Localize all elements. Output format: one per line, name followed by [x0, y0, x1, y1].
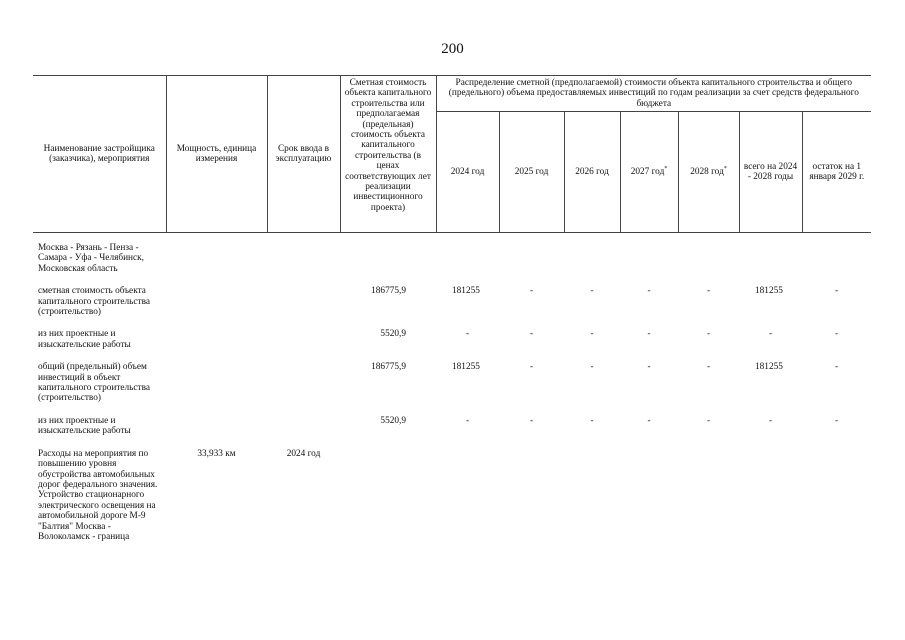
y2028-cell: - — [706, 329, 711, 340]
row-name: Расходы на мероприятия по повышению уровня обустройства автомобильных дорог федерального значения. Устройство стационарного электрического освещения на автомобильной дороге М-9 "Балтия" Москва - Волоколамск - граница — [38, 448, 158, 542]
y2027-cell: - — [647, 415, 651, 426]
y2024-cell: - — [465, 329, 470, 340]
table-row — [33, 405, 871, 438]
y2027-cell: - — [647, 362, 651, 373]
cost-cell: 186775,9 — [371, 286, 406, 297]
header-total: всего на 2024 - 2028 годы — [739, 112, 802, 233]
y2027-cell: - — [647, 286, 651, 297]
header-2027 — [620, 112, 678, 233]
row-name: сметная стоимость объекта капитального строительства (строительство) — [38, 286, 150, 318]
header-cost: Сметная стоимость объекта капитального строительства или предполагаемая (предельная) стоимость объекта капитального строительства (в ценах соответствующих лет реализации инвестиционного проекта) — [340, 76, 436, 233]
y2026-cell: - — [590, 286, 594, 297]
y2026-cell: - — [590, 329, 594, 340]
y2028-cell: - — [706, 415, 711, 426]
table-row — [33, 351, 871, 405]
table-row — [33, 275, 871, 318]
total-cell: - — [768, 415, 773, 426]
cost-cell: 5520,9 — [380, 415, 406, 426]
table-row — [33, 233, 871, 276]
remainder-cell: - — [834, 362, 839, 373]
route-name: Москва - Рязань - Пенза - Самара - Уфа - Челябинск, Московская область — [38, 243, 145, 274]
y2026-cell: - — [590, 415, 594, 426]
y2024-cell: 181255 — [452, 362, 480, 373]
y2024-cell: 181255 — [452, 286, 480, 297]
header-deadline: Срок ввода в эксплуатацию — [267, 76, 340, 233]
header-2027-label: 2027 год — [630, 166, 665, 177]
total-cell: 181255 — [755, 286, 783, 297]
y2028-cell: - — [706, 286, 711, 297]
cost-cell: 186775,9 — [371, 362, 406, 373]
investment-table — [33, 75, 871, 543]
y2027-cell: - — [647, 329, 651, 340]
table-row — [33, 318, 871, 351]
total-cell: 181255 — [755, 362, 783, 373]
header-name: Наименование застройщика (заказчика), мероприятия — [33, 76, 166, 233]
row-name: общий (предельный) объем инвестиций в объект капитального строительства (строительство) — [38, 362, 150, 404]
row-name: из них проектные и изыскательские работы — [38, 329, 131, 350]
header-2025: 2025 год — [499, 112, 564, 233]
deadline-cell: 2024 год — [286, 448, 321, 459]
remainder-cell: - — [834, 415, 839, 426]
total-cell: - — [768, 329, 773, 340]
y2024-cell: - — [465, 415, 470, 426]
capacity-cell: 33,933 км — [197, 448, 236, 459]
header-2026: 2026 год — [564, 112, 620, 233]
header-2024: 2024 год — [436, 112, 499, 233]
header-distribution: Распределение сметной (предполагаемой) стоимости объекта капитального строительства и общего (предельного) объема предоставляемых инвестиций по годам реализации за счет средств федерального бюджета — [436, 76, 871, 112]
cost-cell: 5520,9 — [380, 329, 406, 340]
y2025-cell: - — [529, 415, 534, 426]
y2025-cell: - — [529, 362, 534, 373]
page-number: 200 — [441, 41, 464, 57]
y2025-cell: - — [529, 329, 534, 340]
remainder-cell: - — [834, 286, 839, 297]
y2026-cell: - — [590, 362, 594, 373]
footnote-mark: * — [664, 165, 668, 172]
remainder-cell: - — [834, 329, 839, 340]
header-2028-label: 2028 год — [690, 166, 724, 177]
y2025-cell: - — [529, 286, 534, 297]
row-name: из них проектные и изыскательские работы — [38, 415, 131, 437]
table-row — [33, 438, 871, 544]
footnote-mark: * — [723, 165, 727, 172]
header-remainder: остаток на 1 января 2029 г. — [802, 112, 871, 233]
header-capacity: Мощность, единица измерения — [166, 76, 267, 233]
y2028-cell: - — [706, 362, 711, 373]
header-2028 — [678, 112, 739, 233]
